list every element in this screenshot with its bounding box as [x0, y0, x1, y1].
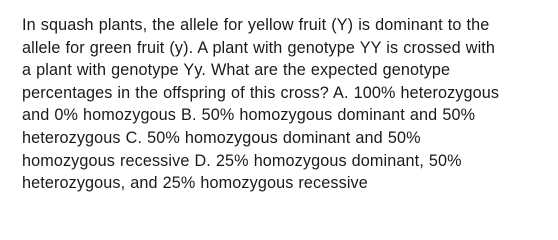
question-line: In squash plants, the allele for yellow fruit (Y) is dominant to the [22, 16, 490, 34]
question-line: homozygous recessive D. 25% homozygous dominant, 50% [22, 151, 462, 170]
question-line: allele for green fruit (y). A plant with genotype YY is crossed with [22, 38, 496, 57]
question-text [22, 14, 550, 195]
question-line: heterozygous C. 50% homozygous dominant and 50% [22, 128, 421, 147]
question-line: and 0% homozygous B. 50% homozygous dominant and 50% [22, 106, 476, 125]
question-line: heterozygous, and 25% homozygous recessive [22, 174, 368, 193]
question-line: percentages in the offspring of this cross? A. 100% heterozygous [22, 83, 500, 102]
question-line: a plant with genotype Yy. What are the expected genotype [22, 61, 451, 80]
